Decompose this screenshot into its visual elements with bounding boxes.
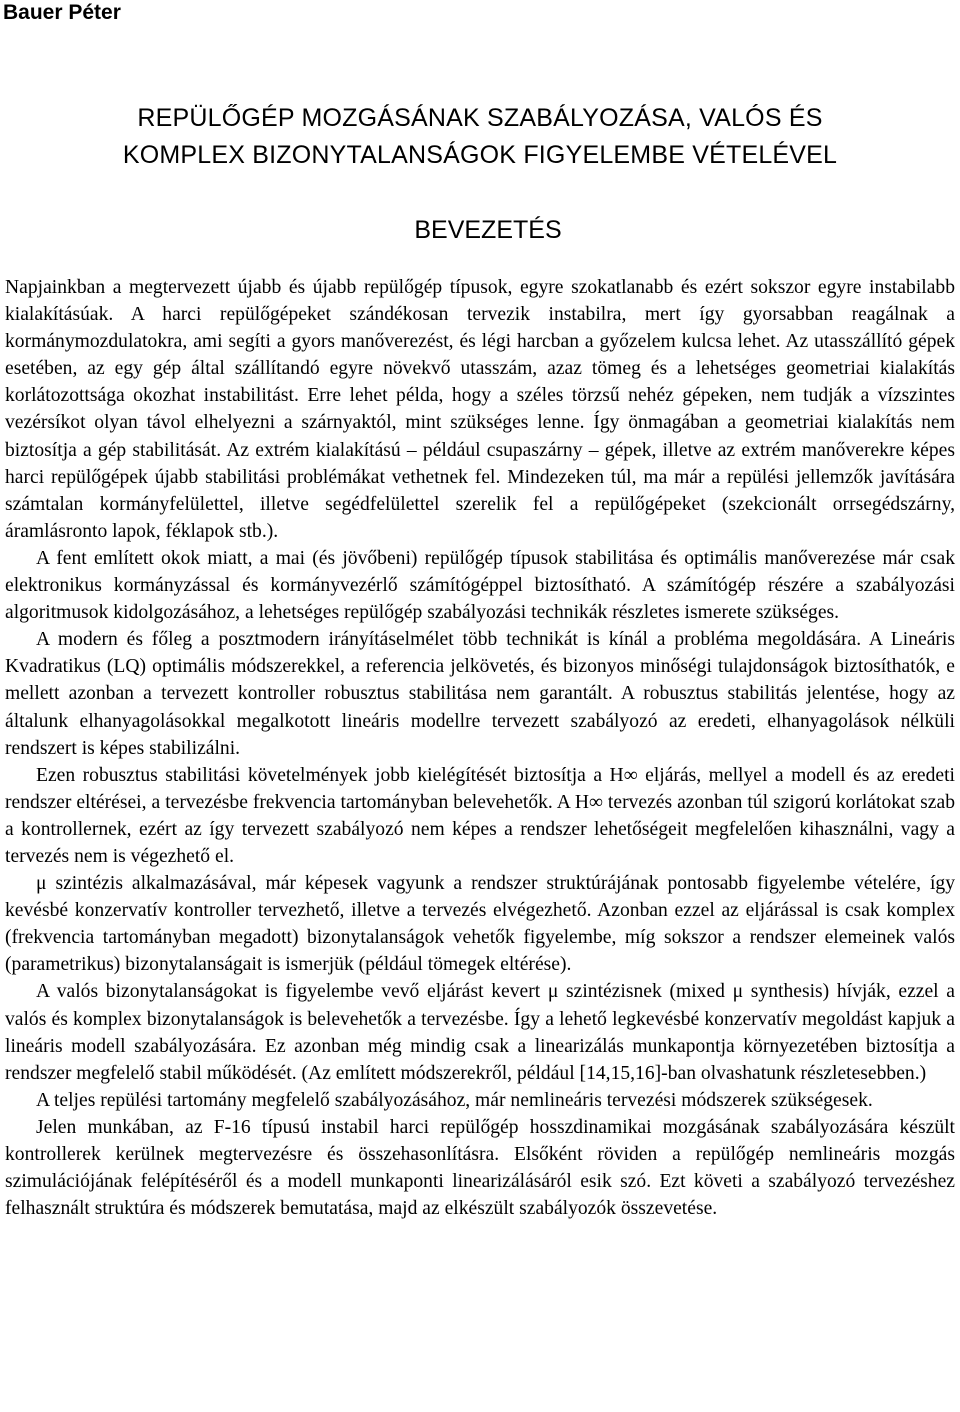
author-name: Bauer Péter — [3, 1, 121, 24]
paragraph-4: Ezen robusztus stabilitási követelmények jobb kielégítését biztosítja a H∞ eljárás, mellyel a modell és az eredeti rendszer eltérései, a tervezésbe frekvencia tartományban belevehetők. A H∞ tervezés azonban túl szigorú korlátokat szab a kontrollernek, ezért az így tervezett szabályozó nem képes a rendszer lehetőségeit megfelelően kihasználni, vagy a tervezés nem is végezhető el. — [5, 764, 955, 867]
paper-title-line-2: KOMPLEX BIZONYTALANSÁGOK FIGYELEMBE VÉTELÉVEL — [122, 141, 838, 169]
section-heading — [0, 212, 960, 248]
paper-title — [0, 100, 960, 174]
paragraph-5: μ szintézis alkalmazásával, már képesek vagyunk a rendszer struktúrájának pontosabb figyelembe vételére, így kevésbé konzervatív kontroller tervezhető, illetve a tervezés elvégezhető. Azonban ezzel az eljárással is csak komplex (frekvencia tartományban megadott) bizonytalanságok vehetők figyelembe, míg sokszor a rendszer elemeinek valós (parametrikus) bizonytalanságait is ismerjük (például tömegek eltérése). — [5, 873, 955, 976]
paragraph-8: Jelen munkában, az F-16 típusú instabil harci repülőgép hosszdinamikai mozgásának szabályozására készült kontrollerek kerülnek megtervezésre és összehasonlításra. Elsőként röviden a repülőgép nemlineáris mozgás szimulációjának felépítéséről és a modell munkaponti linearizálásáról esik szó. Ezt követi a szabályozó tervezéshez felhasznált struktúra és módszerek bemutatása, majd az elkészült szabályozók összevetése. — [5, 1116, 955, 1220]
paragraph-6: A valós bizonytalanságokat is figyelembe vevő eljárást kevert μ szintézisnek (mixed μ synthesis) hívják, ezzel a valós és komplex bizonytalanságok is belevehetők a tervezésbe. Így a lehető legkevésbé konzervatív megoldást kapjuk a lineáris modell szabályozására. Ez azonban még mindig csak a linearizálás munkapontja környezetében biztosítja a rendszer megfelelő stabil működését. (Az említett módszerekről, például [14,15,16]-ban olvashatunk részletesebben.) — [5, 981, 955, 1084]
paragraph-2: A fent említett okok miatt, a mai (és jövőbeni) repülőgép típusok stabilitása és optimális manőverezése már csak elektronikus kormányzással és kormányvezérlő számítógéppel biztosítható. A számítógép részére a szabályozási algoritmusok kidolgozásához, a lehetséges repülőgép szabályozási technikák részletes ismerete szükséges. — [5, 547, 955, 624]
paragraph-1: Napjainkban a megtervezett újabb és újabb repülőgép típusok, egyre szokatlanabb és ezért sokszor egyre instabilabb kialakításúak. A harci repülőgépeket szándékosan tervezik instabilra, mert így gyorsabban reagálnak a kormánymozdulatokra, ami segíti a gyors manőverezést, és légi harcban a győzelem kulcsa lehet. Az utasszállító gépek esetében, az egy gép által szállítandó egyre növekvő utasszám, azaz tömeg és a lehetséges geometriai kialakítás korlátozottsága okozhat instabilitást. Erre lehet példa, hogy a széles törzsű nehéz gépeken, nem tudják a vízszintes vezérsíkot olyan távol elhelyezni a szárnyaktól, mint szükséges lenne. Így önmagában a geometriai kialakítás nem biztosítja a gép stabilitását. Az extrém kialakítású – például csupaszárny – gépek, illetve az extrém manőverekre képes harci repülőgépek újabb stabilitási problémákat vethetnek fel. Mindezeken túl, ma már a repülési jellemzők javítására számtalan kormányfelülettel, illetve segédfelülettel szerelik fel a repülőgépeket (szekcionált orrsegédszárny, áramlásronto lapok, féklapok stb.). — [5, 277, 955, 542]
paragraph-7: A teljes repülési tartomány megfelelő szabályozásához, már nemlineáris tervezési módszerek szükségesek. — [36, 1089, 873, 1111]
body-text — [5, 274, 955, 1222]
paper-title-line-1: REPÜLŐGÉP MOZGÁSÁNAK SZABÁLYOZÁSA, VALÓS ÉS — [137, 104, 823, 132]
paragraph-3: A modern és főleg a posztmodern irányításelmélet több technikát is kínál a probléma megoldására. A Lineáris Kvadratikus (LQ) optimális módszerekkel, a referencia jelkövetés, és bizonyos minőségi tulajdonságok biztosíthatók, e mellett azonban a tervezett kontroller robusztus stabilitása nem garantált. A robusztus stabilitás jelentése, hogy az általunk elhanyagolásokkal megalkotott lineáris modellre tervezett szabályozó az eredeti, elhanyagolások nélküli rendszert is képes stabilizálni. — [5, 629, 955, 759]
section-heading-text: BEVEZETÉS — [414, 216, 562, 244]
